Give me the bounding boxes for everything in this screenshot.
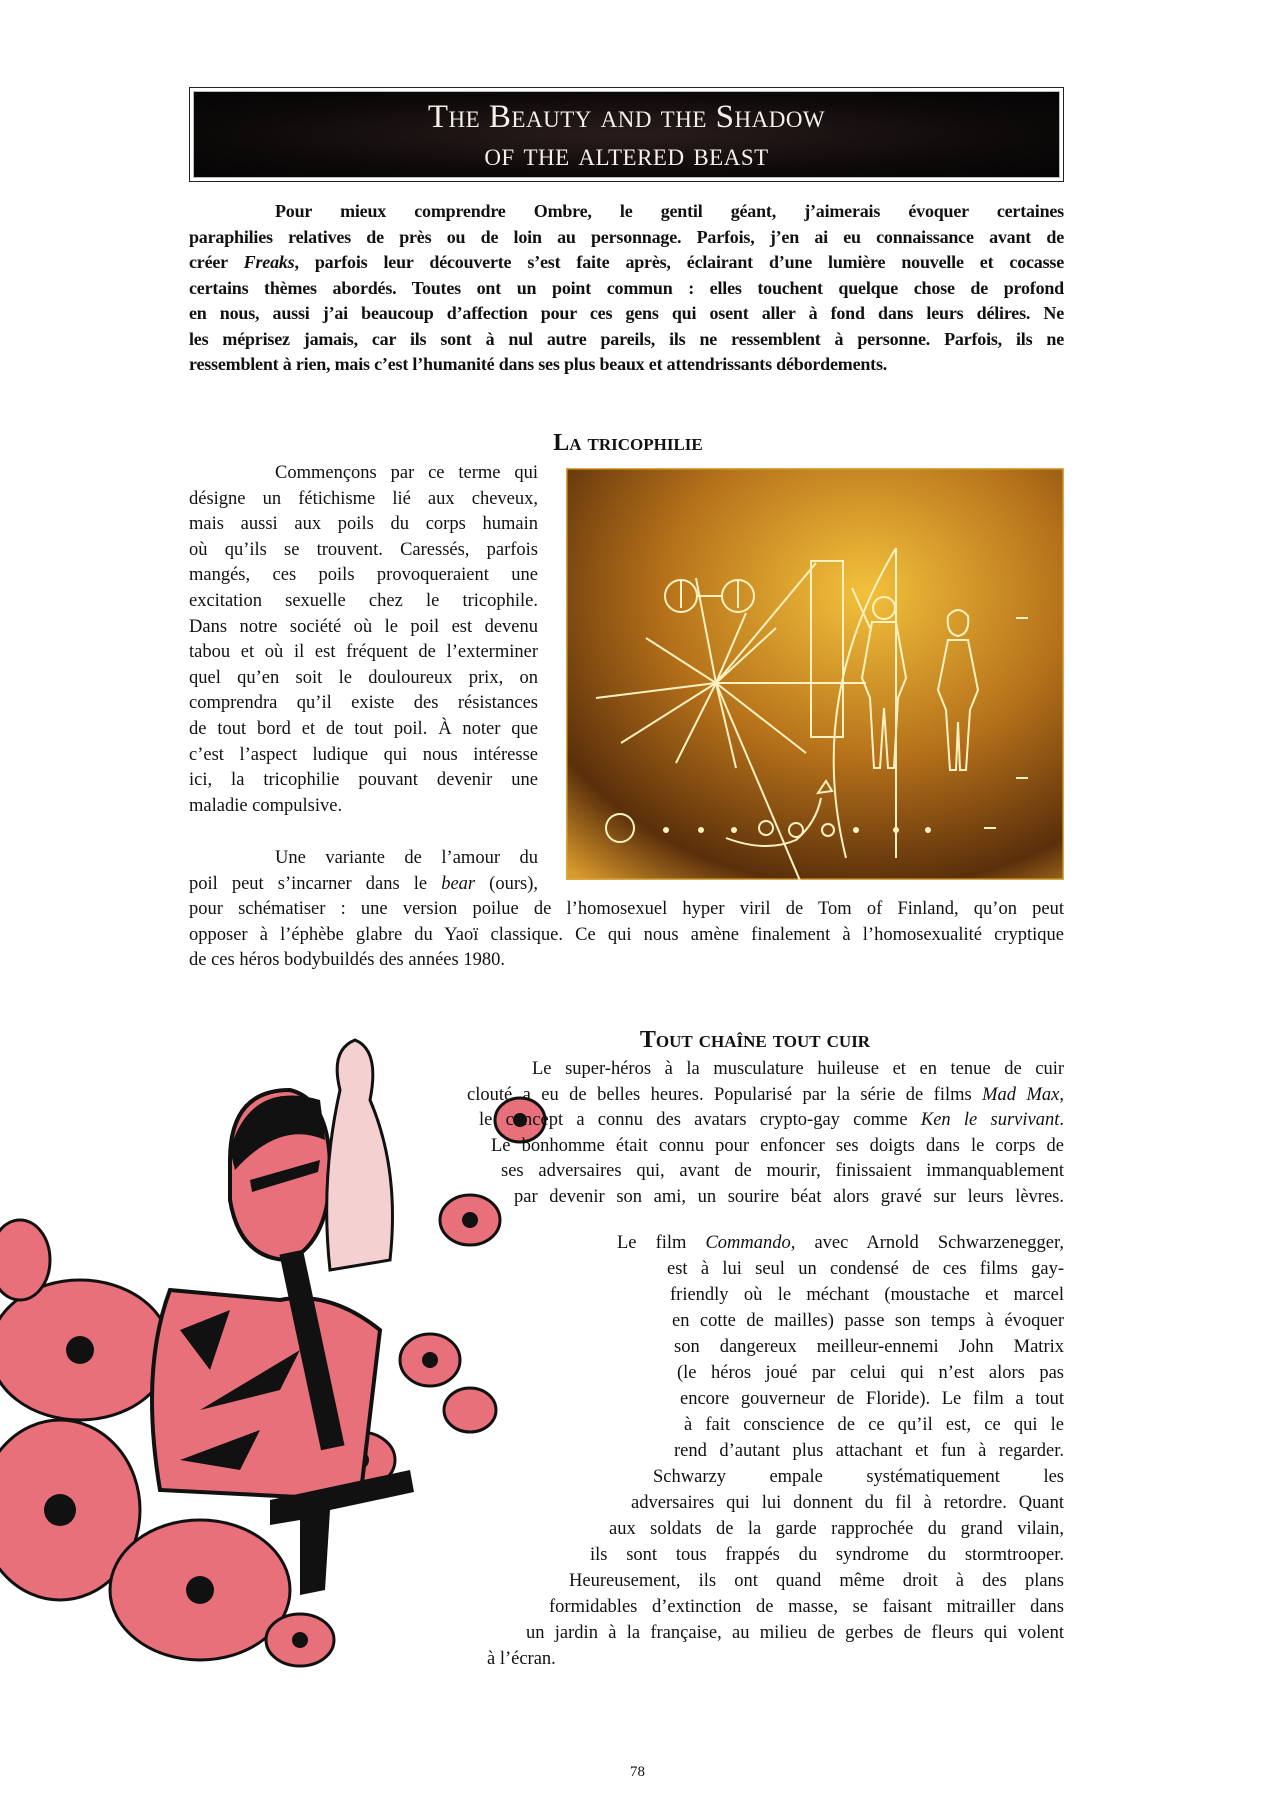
text-segment: où qu’ils se trouvent. Caressés, parfois: [189, 539, 538, 560]
text-line: [189, 743, 538, 767]
text-line: [590, 1543, 1064, 1567]
text-segment: à l’écran.: [487, 1649, 556, 1669]
text-segment: mangés, ces poils provoqueraient une: [189, 565, 538, 586]
text-line: [189, 794, 538, 818]
text-line: [514, 1185, 1064, 1209]
text-segment: ressemblent à rien, mais c’est l’humanité dans ses plus beaux et attendrissants débordements.: [189, 354, 888, 374]
text-segment: ses adversaires qui, avant de mourir, finissaient immanquablement: [501, 1161, 1064, 1181]
text-segment: de tout bord et de tout poil. À noter que: [189, 719, 538, 739]
text-segment: adversaires qui lui donnent du fil à retordre. Quant: [631, 1493, 1064, 1513]
title-inner: [193, 91, 1060, 178]
text-line: [667, 1257, 1064, 1281]
text-segment: Heureusement, ils ont quand même droit à des plans: [569, 1571, 1064, 1591]
text-segment: c’est l’aspect ludique qui nous intéresse: [189, 744, 538, 765]
text-segment: le concept a connu des avatars crypto-gay comme: [479, 1110, 921, 1130]
text-line: [672, 1309, 1064, 1333]
italic-title: Commando,: [705, 1233, 796, 1253]
text-segment: encore gouverneur de Floride). Le film a tout: [680, 1389, 1064, 1409]
text-segment: clouté a eu de belles heures. Popularisé par la série de films: [467, 1084, 983, 1105]
section-heading-tricophilie: La tricophilie: [553, 430, 703, 456]
text-segment: aux soldats de la garde rapprochée du grand vilain,: [609, 1519, 1064, 1539]
text-line: [532, 1057, 1064, 1081]
text-segment: créer: [189, 252, 244, 272]
text-line: [189, 589, 538, 613]
text-segment: mais aussi aux poils du corps humain: [189, 514, 538, 535]
text-segment: comprendra qu’il existe des résistances: [189, 693, 538, 714]
text-line: [189, 872, 538, 896]
text-line: [487, 1647, 1064, 1671]
text-segment: en cotte de mailles) passe son temps à évoquer: [672, 1311, 1064, 1331]
text-segment: les méprisez jamais, car ils sont à nul autre pareils, ils ne ressemblent à personne. Parfois, ils ne: [189, 328, 1064, 349]
text-line: [526, 1621, 1064, 1645]
text-line: [569, 1569, 1064, 1593]
title-line-2: of the altered beast: [484, 137, 769, 173]
text-segment: en nous, aussi j’ai beaucoup d’affection pour ces gens qui osent aller à fond dans leurs délires. Ne: [189, 303, 1064, 323]
italic-title: Mad Max: [982, 1084, 1060, 1105]
text-line: [677, 1361, 1064, 1385]
text-line: [189, 768, 538, 792]
text-segment: excitation sexuelle chez le tricophile.: [189, 591, 538, 611]
text-line: [617, 1231, 1064, 1255]
text-line: [189, 276, 1064, 300]
italic-title: bear: [441, 873, 476, 894]
text-segment: opposer à l’éphèbe glabre du Yaoï classique. Ce qui nous amène finalement à l’homosexualité cryptique: [189, 924, 1064, 945]
text-line: [653, 1465, 1064, 1489]
text-line: [609, 1517, 1064, 1541]
text-segment: (ours),: [475, 873, 538, 894]
text-line: [189, 666, 538, 690]
pioneer-plaque-image: [566, 468, 1064, 880]
text-segment: ici, la tricophilie pouvant devenir une: [189, 770, 538, 791]
text-segment: Commençons par ce terme qui: [275, 463, 538, 483]
text-segment: rend d’autant plus attachant et fun à regarder.: [674, 1441, 1064, 1461]
text-line: [275, 846, 538, 870]
text-segment: avec Arnold Schwarzenegger,: [795, 1233, 1064, 1253]
hero-figure: [152, 1040, 414, 1595]
text-segment: tabou et où il est fréquent de l’exterminer: [189, 642, 538, 663]
text-segment: son dangereux meilleur-ennemi John Matrix: [674, 1337, 1064, 1357]
text-line: [491, 1134, 1064, 1158]
text-line: [189, 717, 538, 741]
text-line: [189, 640, 538, 664]
text-line: [189, 512, 538, 536]
text-line: [549, 1595, 1064, 1619]
text-line: [275, 199, 1064, 223]
text-segment: Une variante de l’amour du: [275, 848, 538, 868]
text-segment: Pour mieux comprendre Ombre, le gentil géant, j’aimerais évoquer certaines: [275, 201, 1064, 221]
text-line: [631, 1491, 1064, 1515]
text-segment: pour schématiser : une version poilue de l’homosexuel hyper viril de Tom of Finland, qu’on peut: [189, 899, 1064, 919]
text-segment: quel qu’en soit le douloureux prix, on: [189, 667, 538, 688]
text-segment: Le bonhomme était connu pour enfoncer ses doigts dans le corps de: [491, 1135, 1064, 1156]
text-line: [189, 923, 1064, 947]
text-line: [189, 897, 1064, 921]
text-line: [467, 1083, 1064, 1107]
text-line: [189, 352, 1064, 376]
section-heading-chaine-cuir: Tout chaîne tout cuir: [639, 1027, 871, 1053]
text-segment: paraphilies relatives de près ou de loin au personnage. Parfois, j’en ai eu connaissance avant de: [189, 226, 1064, 247]
italic-title: Ken le survivant: [920, 1110, 1060, 1130]
text-segment: Le film: [617, 1233, 706, 1253]
text-line: [189, 948, 1064, 972]
text-line: [189, 615, 538, 639]
title-line-1: The Beauty and the Shadow: [427, 99, 826, 135]
text-line: [189, 538, 538, 562]
page-number: 78: [630, 1764, 645, 1780]
text-segment: à fait conscience de ce qu’il est, ce qui le: [684, 1415, 1064, 1435]
text-line: [189, 225, 1064, 249]
text-segment: désigne un fétichisme lié aux cheveux,: [189, 488, 538, 509]
text-segment: ils sont tous frappés du syndrome du stormtrooper.: [590, 1545, 1064, 1565]
text-line: [275, 461, 538, 485]
text-segment: de ces héros bodybuildés des années 1980.: [189, 950, 505, 970]
text-segment: Le super-héros à la musculature huileuse et en tenue de cuir: [532, 1059, 1064, 1079]
text-line: [189, 250, 1064, 274]
text-line: [479, 1108, 1064, 1132]
text-line: [680, 1387, 1064, 1411]
text-line: [674, 1335, 1064, 1359]
text-segment: formidables d’extinction de masse, se faisant mitrailler dans: [549, 1597, 1064, 1617]
text-line: [189, 487, 538, 511]
text-segment: (le héros joué par celui qui n’est alors pas: [677, 1363, 1064, 1383]
text-segment: maladie compulsive.: [189, 795, 343, 816]
text-segment: ,: [1059, 1084, 1064, 1105]
plaque-background: [566, 468, 1064, 880]
text-segment: un jardin à la française, au milieu de gerbes de fleurs qui volent: [526, 1623, 1064, 1643]
text-line: [674, 1439, 1064, 1463]
text-segment: , parfois leur découverte s’est faite après, éclairant d’une lumière nouvelle et cocasse: [294, 252, 1065, 272]
title-banner: [189, 87, 1064, 182]
italic-title: Freaks: [243, 252, 295, 272]
text-line: [189, 691, 538, 715]
text-segment: poil peut s’incarner dans le: [189, 873, 442, 894]
text-segment: par devenir son ami, un sourire béat alors gravé sur leurs lèvres.: [514, 1186, 1064, 1207]
text-segment: est à lui seul un condensé de ces films gay-: [667, 1259, 1064, 1279]
text-segment: friendly où le méchant (moustache et marcel: [670, 1285, 1064, 1305]
text-line: [501, 1159, 1064, 1183]
text-line: [189, 327, 1064, 351]
text-line: [670, 1283, 1064, 1307]
text-line: [189, 563, 538, 587]
text-segment: .: [1059, 1110, 1064, 1130]
text-segment: certains thèmes abordés. Toutes ont un point commun : elles touchent quelque chose de profond: [189, 277, 1064, 298]
text-line: [189, 301, 1064, 325]
text-segment: Dans notre société où le poil est devenu: [189, 616, 538, 637]
text-line: [684, 1413, 1064, 1437]
text-segment: Schwarzy empale systématiquement les: [653, 1467, 1064, 1487]
